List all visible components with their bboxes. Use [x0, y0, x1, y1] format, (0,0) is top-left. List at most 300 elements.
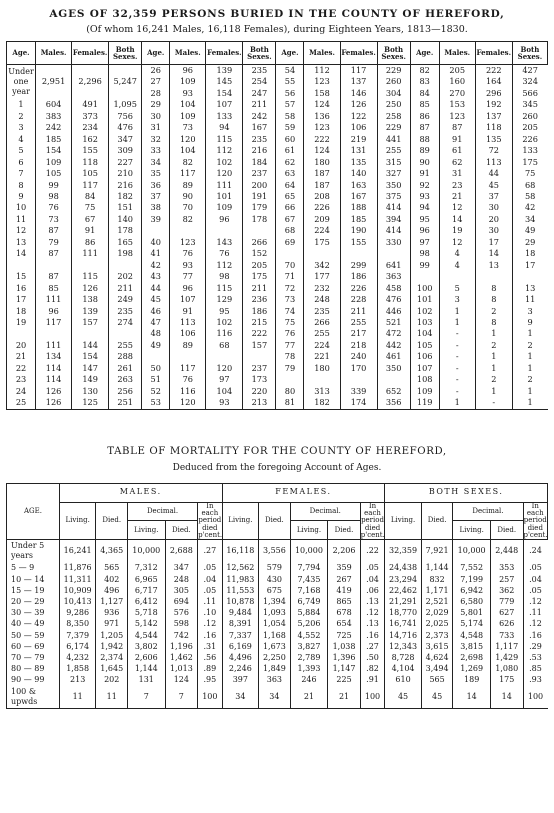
females-cell: 163: [340, 180, 377, 191]
males-cell: 19: [439, 225, 475, 236]
males-cell: 106: [170, 328, 206, 339]
age-cell: 19: [7, 317, 36, 328]
females-cell: 186: [340, 271, 377, 282]
mort-header-decimal: Decimal.: [453, 502, 523, 521]
males-cell: [170, 225, 206, 236]
males-cell: 221: [304, 351, 340, 362]
females-cell: 101: [206, 191, 243, 202]
males-cell: 99: [36, 180, 72, 191]
under-one-year-males: 2,951: [36, 65, 72, 100]
decimal-living-cell: 246: [290, 674, 328, 685]
males-cell: 90: [170, 191, 206, 202]
females-cell: 93: [206, 397, 243, 409]
both-cell: 68: [512, 180, 547, 191]
both-cell: 178: [109, 225, 142, 236]
age-cell: [276, 248, 304, 259]
ages-row: [7, 225, 548, 236]
col-header-males: Males.: [304, 42, 340, 65]
both-cell: 251: [109, 397, 142, 409]
ages-row: [7, 363, 548, 374]
females-cell: 299: [340, 260, 377, 271]
mort-header-percent: In each period died p'cent.: [360, 501, 385, 539]
decimal-living-cell: 131: [127, 674, 165, 685]
females-cell: 130: [72, 386, 109, 397]
females-cell: [340, 374, 377, 385]
age-cell: 15: [7, 271, 36, 282]
mort-header-both: BOTH SEXES.: [385, 483, 548, 502]
males-cell: 93: [170, 88, 206, 99]
living-cell: 16,741: [385, 618, 422, 629]
percent-cell: .27: [198, 540, 222, 563]
ages-row: [7, 271, 548, 282]
females-cell: 98: [206, 271, 243, 282]
percent-cell: .56: [198, 652, 222, 663]
females-cell: 125: [72, 397, 109, 409]
died-cell: 565: [421, 674, 453, 685]
both-cell: 140: [109, 214, 142, 225]
both-cell: 521: [377, 317, 410, 328]
females-cell: 145: [206, 76, 243, 87]
mort-header-females: FEMALES.: [222, 483, 385, 502]
females-cell: 154: [206, 88, 243, 99]
males-cell: 87: [36, 271, 72, 282]
both-cell: 288: [109, 351, 142, 362]
ages-title: AGES OF 32,359 PERSONS BURIED IN THE COUNTY OF HEREFORD,: [49, 8, 505, 20]
percent-cell: .05: [198, 562, 222, 573]
decimal-died-cell: 353: [490, 562, 523, 573]
percent-cell: .82: [360, 663, 384, 674]
males-cell: 248: [304, 294, 340, 305]
decimal-living-cell: 5,142: [127, 618, 165, 629]
males-cell: 222: [304, 134, 340, 145]
females-cell: 1: [475, 363, 512, 374]
died-cell: 3,494: [421, 663, 453, 674]
males-cell: 117: [36, 317, 72, 328]
living-cell: 18,770: [385, 607, 422, 618]
females-cell: 147: [72, 363, 109, 374]
females-cell: 118: [72, 157, 109, 168]
age-cell: 14: [7, 248, 36, 259]
mortality-age-cell: 20 — 29: [7, 596, 60, 607]
died-cell: 1,645: [96, 663, 128, 674]
decimal-living-cell: 2,698: [453, 652, 491, 663]
age-cell: 72: [276, 283, 304, 294]
age-cell: 108: [410, 374, 439, 385]
males-cell: 70: [170, 202, 206, 213]
decimal-living-cell: 10,000: [127, 540, 165, 563]
males-cell: 113: [170, 317, 206, 328]
females-cell: 94: [206, 122, 243, 133]
living-cell: 11,553: [222, 585, 259, 596]
both-cell: 327: [377, 168, 410, 179]
decimal-living-cell: 1,393: [290, 663, 328, 674]
percent-cell: .05: [198, 585, 222, 596]
both-cell: 49: [512, 225, 547, 236]
males-cell: 4: [439, 260, 475, 271]
decimal-died-cell: 225: [328, 674, 361, 685]
col-header-age: Age.: [276, 42, 304, 65]
males-cell: -: [439, 363, 475, 374]
age-cell: 12: [7, 225, 36, 236]
age-cell: 23: [7, 374, 36, 385]
decimal-died-cell: 2,688: [165, 540, 198, 563]
both-cell: 1: [512, 363, 547, 374]
percent-cell: 100: [198, 686, 222, 709]
living-cell: 8,350: [59, 618, 96, 629]
females-cell: 84: [72, 191, 109, 202]
died-cell: 4,365: [96, 540, 128, 563]
both-cell: 446: [377, 306, 410, 317]
died-cell: 1,205: [96, 630, 128, 641]
col-header-both: Both Sexes.: [243, 42, 276, 65]
males-cell: 123: [304, 76, 340, 87]
both-cell: 42: [512, 202, 547, 213]
decimal-died-cell: 1,196: [165, 641, 198, 652]
age-cell: 85: [410, 99, 439, 110]
ages-row: [7, 328, 548, 339]
mort-header-decimal-died: Died.: [165, 521, 198, 540]
both-cell: 472: [377, 328, 410, 339]
decimal-living-cell: 10,000: [290, 540, 328, 563]
ages-row: [7, 248, 548, 259]
both-cell: 75: [512, 168, 547, 179]
died-cell: 1,054: [259, 618, 291, 629]
age-cell: 81: [276, 397, 304, 409]
age-cell: 27: [142, 76, 170, 87]
both-cell: [243, 225, 276, 236]
decimal-died-cell: 359: [328, 562, 361, 573]
both-cell: 216: [243, 145, 276, 156]
males-cell: 93: [170, 260, 206, 271]
mortality-age-cell: Under 5 years: [7, 540, 60, 563]
both-cell: 211: [243, 283, 276, 294]
decimal-died-cell: 742: [165, 630, 198, 641]
both-cell: 260: [512, 111, 547, 122]
females-cell: 339: [340, 386, 377, 397]
males-cell: 232: [304, 283, 340, 294]
females-cell: 1: [475, 351, 512, 362]
age-cell: 73: [276, 294, 304, 305]
females-cell: 226: [340, 283, 377, 294]
decimal-died-cell: 626: [490, 618, 523, 629]
females-cell: 113: [475, 157, 512, 168]
age-cell: 3: [7, 122, 36, 133]
col-header-females: Females.: [72, 42, 109, 65]
both-cell: 237: [243, 168, 276, 179]
decimal-living-cell: 6,580: [453, 596, 491, 607]
age-cell: 99: [410, 260, 439, 271]
males-cell: 158: [304, 88, 340, 99]
males-cell: 114: [36, 363, 72, 374]
age-cell: [7, 260, 36, 271]
males-cell: 109: [170, 111, 206, 122]
mort-header-died: Died.: [421, 502, 453, 540]
both-cell: 167: [243, 122, 276, 133]
decimal-living-cell: 4,548: [453, 630, 491, 641]
living-cell: 16,118: [222, 540, 259, 563]
males-cell: 5: [439, 283, 475, 294]
ages-row: [7, 99, 548, 110]
ages-row: [7, 191, 548, 202]
age-cell: 96: [410, 225, 439, 236]
ages-row: [7, 122, 548, 133]
decimal-died-cell: 654: [328, 618, 361, 629]
living-cell: 24,438: [385, 562, 422, 573]
died-cell: 1,942: [96, 641, 128, 652]
age-cell: 59: [276, 122, 304, 133]
both-cell: 202: [109, 271, 142, 282]
living-cell: 7,337: [222, 630, 259, 641]
males-cell: 79: [36, 237, 72, 248]
decimal-died-cell: 347: [165, 562, 198, 573]
both-cell: 205: [512, 122, 547, 133]
ages-row: [7, 306, 548, 317]
males-cell: 77: [170, 271, 206, 282]
died-cell: 971: [96, 618, 128, 629]
males-cell: 82: [170, 214, 206, 225]
percent-cell: .04: [198, 574, 222, 585]
decimal-living-cell: 4,544: [127, 630, 165, 641]
males-cell: [304, 374, 340, 385]
males-cell: 76: [170, 374, 206, 385]
age-cell: [410, 271, 439, 282]
died-cell: 3,615: [421, 641, 453, 652]
ages-row: [7, 202, 548, 213]
ages-table-body: [7, 65, 548, 410]
males-cell: 270: [439, 88, 475, 99]
males-cell: 114: [36, 374, 72, 385]
percent-cell: .85: [523, 663, 548, 674]
age-cell: [7, 328, 36, 339]
decimal-living-cell: 7: [127, 686, 165, 709]
living-cell: 8,728: [385, 652, 422, 663]
decimal-living-cell: 2,606: [127, 652, 165, 663]
ages-table: [6, 41, 548, 410]
mort-header-decimal: Decimal.: [290, 502, 360, 521]
females-cell: 162: [72, 134, 109, 145]
females-cell: 117: [340, 65, 377, 77]
both-cell: 200: [243, 180, 276, 191]
both-cell: [109, 328, 142, 339]
females-cell: 135: [475, 134, 512, 145]
age-cell: 4: [7, 134, 36, 145]
both-cell: 165: [109, 237, 142, 248]
males-cell: [439, 271, 475, 282]
col-header-age: Age.: [410, 42, 439, 65]
percent-cell: .13: [360, 618, 384, 629]
living-cell: 11,876: [59, 562, 96, 573]
mortality-row: [7, 674, 548, 685]
age-cell: 30: [142, 111, 170, 122]
living-cell: 45: [385, 686, 422, 709]
both-cell: 235: [243, 134, 276, 145]
decimal-living-cell: 3,802: [127, 641, 165, 652]
died-cell: 2,521: [421, 596, 453, 607]
living-cell: 4,232: [59, 652, 96, 663]
females-cell: 133: [206, 111, 243, 122]
mort-header-decimal-living: Living.: [290, 521, 328, 540]
mortality-age-cell: 5 — 9: [7, 562, 60, 573]
males-cell: 111: [36, 294, 72, 305]
age-cell: 58: [276, 111, 304, 122]
females-cell: 138: [72, 294, 109, 305]
females-cell: 117: [72, 180, 109, 191]
males-cell: 124: [304, 145, 340, 156]
age-cell: 63: [276, 168, 304, 179]
both-cell: 213: [243, 397, 276, 409]
living-cell: 14,716: [385, 630, 422, 641]
males-cell: -: [439, 386, 475, 397]
males-cell: 226: [304, 202, 340, 213]
both-cell: 356: [377, 397, 410, 409]
decimal-died-cell: 248: [165, 574, 198, 585]
percent-cell: .05: [523, 562, 548, 573]
both-cell: 2: [512, 374, 547, 385]
age-cell: 51: [142, 374, 170, 385]
females-cell: 218: [340, 340, 377, 351]
age-cell: 25: [7, 397, 36, 409]
living-cell: 9,286: [59, 607, 96, 618]
females-cell: 86: [72, 237, 109, 248]
males-cell: 126: [36, 397, 72, 409]
males-cell: 73: [36, 214, 72, 225]
mortality-table: [6, 483, 548, 709]
decimal-died-cell: 678: [328, 607, 361, 618]
ages-row: [7, 351, 548, 362]
females-cell: 111: [72, 248, 109, 259]
decimal-died-cell: 1,013: [165, 663, 198, 674]
both-cell: 229: [377, 65, 410, 77]
living-cell: 6,169: [222, 641, 259, 652]
age-cell: 93: [410, 191, 439, 202]
percent-cell: .91: [360, 674, 384, 685]
males-cell: 134: [36, 351, 72, 362]
females-cell: 146: [340, 88, 377, 99]
females-cell: 1: [475, 328, 512, 339]
females-cell: 13: [475, 260, 512, 271]
died-cell: 430: [259, 574, 291, 585]
decimal-died-cell: 694: [165, 596, 198, 607]
both-cell: 566: [512, 88, 547, 99]
males-cell: 111: [36, 340, 72, 351]
age-cell: 9: [7, 191, 36, 202]
females-cell: 139: [206, 65, 243, 77]
decimal-died-cell: 7: [165, 686, 198, 709]
age-cell: 6: [7, 157, 36, 168]
both-cell: 242: [243, 111, 276, 122]
males-cell: -: [439, 340, 475, 351]
age-cell: 77: [276, 340, 304, 351]
age-cell: 86: [410, 111, 439, 122]
ages-row: [7, 237, 548, 248]
percent-cell: .50: [360, 652, 384, 663]
decimal-living-cell: 6,942: [453, 585, 491, 596]
males-cell: 205: [439, 65, 475, 77]
both-cell: 186: [243, 306, 276, 317]
age-cell: 80: [276, 386, 304, 397]
percent-cell: .31: [198, 641, 222, 652]
age-cell: 52: [142, 386, 170, 397]
males-cell: 89: [170, 180, 206, 191]
both-cell: 1: [512, 328, 547, 339]
females-cell: 37: [475, 191, 512, 202]
decimal-died-cell: 175: [490, 674, 523, 685]
ages-header-row: [7, 42, 548, 65]
females-cell: 112: [206, 260, 243, 271]
mort-header-living: Living.: [59, 502, 96, 540]
mortality-row: [7, 596, 548, 607]
females-cell: 188: [340, 202, 377, 213]
both-cell: 205: [243, 260, 276, 271]
females-cell: 120: [206, 168, 243, 179]
both-cell: 220: [243, 386, 276, 397]
females-cell: 118: [475, 122, 512, 133]
mortality-age-cell: 90 — 99: [7, 674, 60, 685]
age-cell: 42: [142, 260, 170, 271]
age-cell: 101: [410, 294, 439, 305]
age-cell: 31: [142, 122, 170, 133]
died-cell: 496: [96, 585, 128, 596]
both-cell: 256: [109, 386, 142, 397]
died-cell: 1,168: [259, 630, 291, 641]
age-cell: 109: [410, 386, 439, 397]
females-cell: 120: [206, 363, 243, 374]
living-cell: 10,413: [59, 596, 96, 607]
mortality-title: TABLE OF MORTALITY FOR THE COUNTY OF HEREFORD,: [107, 445, 447, 457]
both-cell: 2: [512, 340, 547, 351]
both-cell: 756: [109, 111, 142, 122]
males-cell: 1: [439, 317, 475, 328]
age-cell: 70: [276, 260, 304, 271]
percent-cell: .53: [523, 652, 548, 663]
females-cell: 222: [475, 65, 512, 77]
females-cell: 30: [475, 202, 512, 213]
decimal-living-cell: 189: [453, 674, 491, 685]
living-cell: 397: [222, 674, 259, 685]
females-cell: 154: [72, 351, 109, 362]
both-cell: 179: [243, 202, 276, 213]
males-cell: 153: [439, 99, 475, 110]
females-cell: [206, 225, 243, 236]
age-cell: 54: [276, 65, 304, 77]
percent-cell: .24: [523, 540, 548, 563]
age-cell: 76: [276, 328, 304, 339]
died-cell: 2,025: [421, 618, 453, 629]
males-cell: 61: [439, 145, 475, 156]
age-cell: 71: [276, 271, 304, 282]
both-cell: 182: [109, 191, 142, 202]
both-cell: 229: [377, 122, 410, 133]
both-cell: 255: [377, 145, 410, 156]
percent-cell: .12: [523, 596, 548, 607]
mort-header-died: Died.: [96, 502, 128, 540]
both-cell: 309: [109, 145, 142, 156]
females-cell: [340, 248, 377, 259]
males-cell: [36, 260, 72, 271]
both-cell: 1: [512, 351, 547, 362]
females-cell: 97: [206, 374, 243, 385]
females-cell: 296: [475, 88, 512, 99]
both-cell: 442: [377, 340, 410, 351]
died-cell: 363: [259, 674, 291, 685]
age-cell: 22: [7, 363, 36, 374]
living-cell: 8,391: [222, 618, 259, 629]
females-cell: 144: [72, 340, 109, 351]
mort-header-decimal-living: Living.: [453, 521, 491, 540]
living-cell: 4,496: [222, 652, 259, 663]
living-cell: 1,858: [59, 663, 96, 674]
females-cell: 217: [340, 328, 377, 339]
